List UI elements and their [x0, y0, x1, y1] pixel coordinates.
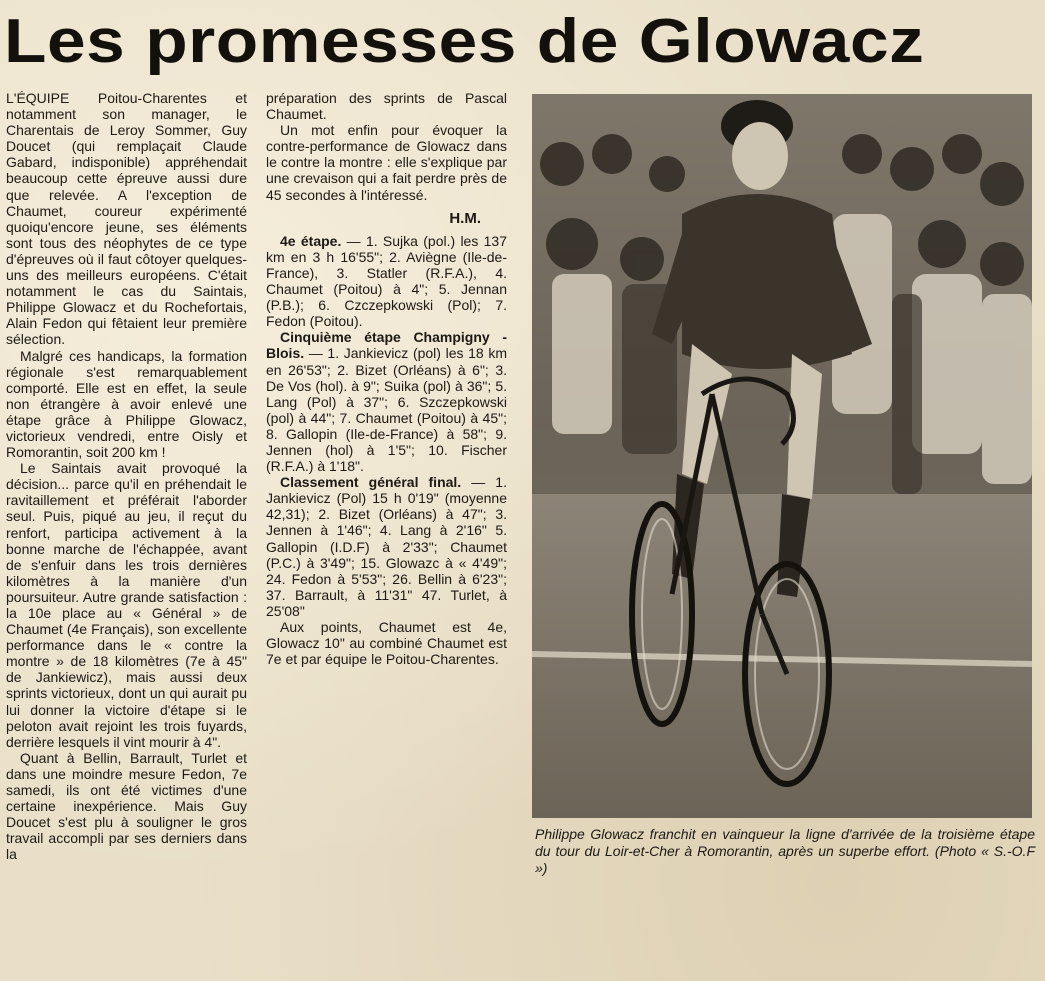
cyclist-photo	[532, 94, 1032, 818]
general-text: — 1. Jankievicz (Pol) 15 h 0'19" (moyenne 42,31); 2. Bizet (Orléans) à 47"; 3. Jennen à 1'46"; 4. Lang à 2'16" 5. Gallopin (I.D.F) à 2'33"; Chaumet (P.C.) à 3'49"; 15. Glowazc à « 4'49"; 24. Fedon à 5'53"; 26. Bellin à 6'23"; 37. Barrault, à 11'31" 47. Turlet, à 25'08"	[266, 474, 507, 619]
photo-caption: Philippe Glowacz franchit en vainqueur la ligne d'arrivée de la troisième étape du tour du Loir-et-Cher à Romorantin, après un superbe effort. (Photo « S.-O.F »)	[535, 826, 1035, 876]
stage-4-text: — 1. Sujka (pol.) les 137 km en 3 h 16'55"; 2. Aviègne (Ile-de-France), 3. Statler (R.F.A.), 4. Chaumet (Poitou) à 4"; 5. Jennan (P.B.); 6. Czczepkowski (Pol); 7. Fedon (Poitou).	[266, 232, 507, 330]
stage-5-label: Cinquième étape Champigny - Blois.	[266, 329, 507, 362]
paragraph-3: Le Saintais avait provoqué la décision... parce qu'il en préhendait le ravitaillement et préférait l'aborder seul. Puis, piqué au jeu, il reçut du renfort, participa activement à la bonne marche de l'échappée, avant de s'enfuir dans les trois dernières kilomètres à la manière d'un poursuiteur. Autre grande satisfaction : la 10e place au « Général » de Chaumet (4e Français), son excellente performance dans le « contre la montre » de 18 kilomètres (7e à 45" de Jankiewicz), mais aussi deux sprints victorieux, dont un qui aurait pu lui donner la victoire d'étape si le peloton avait rejoint les trois fuyards, derrière lesquels il vint mourir à 4".	[6, 460, 247, 750]
points-paragraph: Aux points, Chaumet est 4e, Glowacz 10" au combiné Chaumet est 7e et par équipe le Poitou-Charentes.	[266, 619, 507, 668]
paragraph-1: L'ÉQUIPE Poitou-Charentes et notamment son manager, le Charentais de Leroy Sommer, Guy Doucet (qui remplaçait Claude Gabard, indisponible) appréhendait beaucoup cette épreuve aussi dure que relevée. A l'exception de Chaumet, coureur expérimenté quoiqu'encore jeune, ses éléments sont tous des néophytes de ce type d'épreuves où il faut côtoyer quelques-uns des meilleurs européens. C'était notamment le cas du Saintais, Philippe Glowacz et du Rochefortais, Alain Fedon qui fêtaient leur première sélection.	[6, 90, 247, 348]
stage-4-label: 4e étape.	[280, 232, 342, 249]
paragraph-4: Quant à Bellin, Barrault, Turlet et dans une moindre mesure Fedon, 7e samedi, ils ont été victimes d'une certaine inexpérience. Mais Guy Doucet s'est plu à souligner le gros travail accompli par ses derniers dans la	[6, 749, 247, 863]
paragraph-6: Un mot enfin pour évoquer la contre-performance de Glowacz dans le contre la montre : elle s'explique par une crevaison qui a fait perdre près de 45 secondes à l'intéressé.	[266, 122, 507, 203]
article-column-2	[266, 90, 507, 667]
stage-5-text: — 1. Jankievicz (pol) les 18 km en 26'53"; 2. Bizet (Orléans) à 6"; 3. De Vos (hol). à 9"; Suika (pol) à 36"; 5. Lang (Pol) à 37"; 6. Szczepkowski (pol) à 44"; 7. Chaumet (Poitou) à 45"; 8. Gallopin (Ile-de-France) à 58"; 9. Jennen (hol) à 1'5"; 10. Fischer (R.F.A.) à 1'18".	[266, 345, 507, 475]
author-initials: H.M.	[449, 209, 481, 227]
cyclist-photo-icon	[532, 94, 1032, 818]
stage-5-results	[266, 329, 507, 474]
general-classification	[266, 474, 507, 619]
article-column-1	[6, 90, 247, 863]
general-label: Classement général final.	[280, 474, 462, 491]
paragraph-2: Malgré ces handicaps, la formation régionale s'est remarquablement comporté. Elle est en effet, la seule non étrangère à avoir enlevé une étape grâce à Philippe Glowacz, victorieux vendredi, entre Oisly et Romorantin, soit 200 km !	[6, 347, 247, 461]
stage-4-results	[266, 233, 507, 330]
headline: Les promesses de Glowacz	[4, 7, 925, 76]
paragraph-5: préparation des sprints de Pascal Chaumet.	[266, 90, 507, 123]
